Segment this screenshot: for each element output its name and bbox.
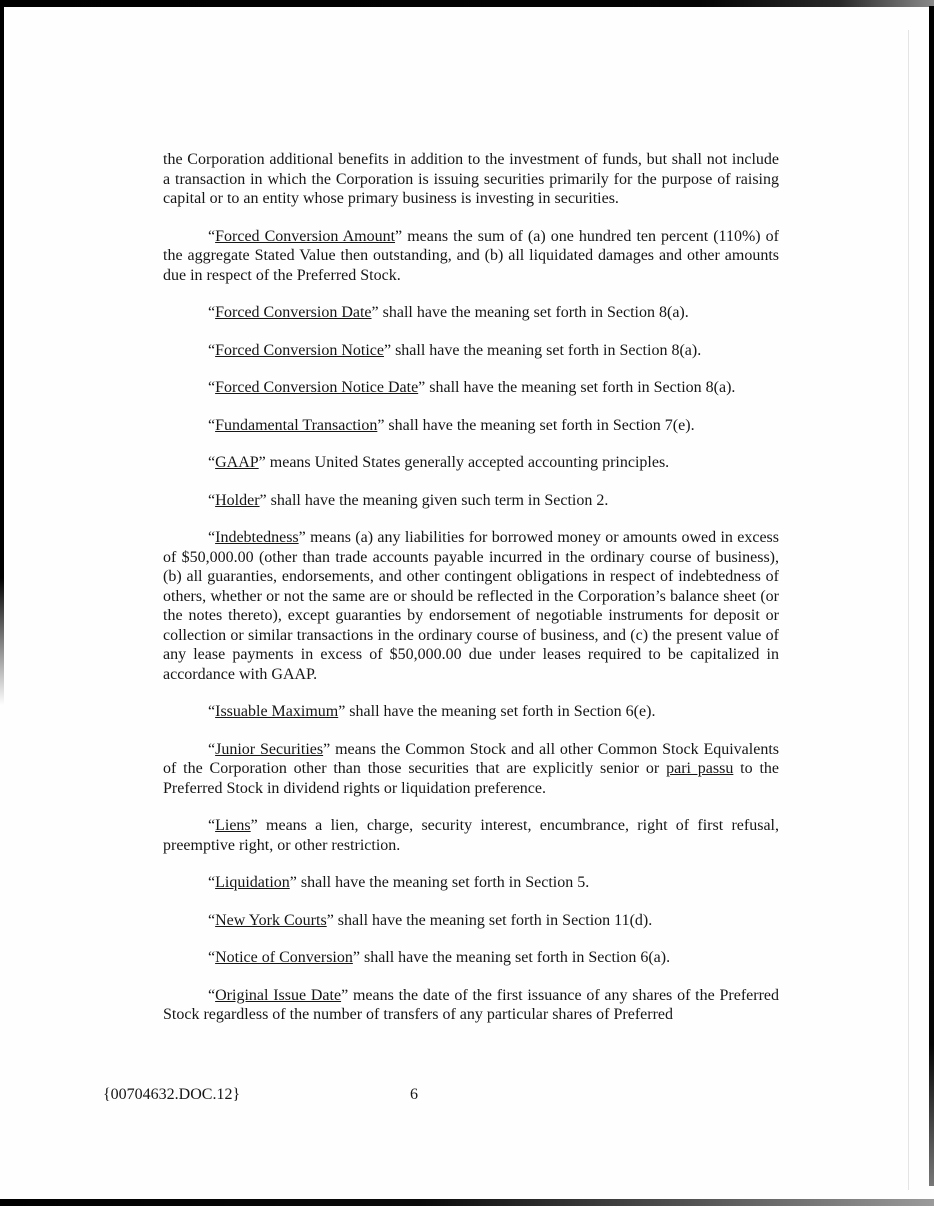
paragraph-text: ” shall have the meaning set forth in Section 8(a). — [383, 341, 702, 359]
scan-edge-top — [0, 0, 934, 7]
scan-edge-right — [929, 6, 934, 1186]
defined-term: Forced Conversion Notice — [215, 341, 384, 359]
paragraph-text: the Corporation additional benefits in addition to the investment of funds, but shall not include a transaction in which the Corporation is issuing securities primarily for the purpose of raising capital or to an entity whose primary business is investing in securities. — [163, 151, 779, 207]
paragraph-text: ” means United States generally accepted accounting principles. — [258, 454, 670, 471]
paragraph-text: ” shall have the meaning set forth in Section 7(e). — [377, 416, 695, 434]
paragraph-text: to the Preferred Stock in dividend rights or liquidation preference. — [163, 760, 779, 797]
scan-edge-bottom — [0, 1199, 934, 1206]
paragraph — [163, 453, 779, 473]
paragraph-text: ” means the sum of (a) one hundred ten percent (110%) of the aggregate Stated Value then outstanding, and (b) all liquidated damages and other amounts due in respect of the Preferred Stock. — [163, 227, 780, 284]
footer-doc-id: {00704632.DOC.12} — [103, 1086, 241, 1103]
paragraph-text: “ — [208, 341, 216, 359]
defined-term: Forced Conversion Notice Date — [215, 379, 419, 396]
paragraph — [163, 491, 779, 511]
paragraph-text: “ — [208, 874, 216, 891]
paragraph-text: “ — [208, 227, 216, 245]
paragraph — [163, 378, 779, 398]
paragraph — [163, 303, 779, 323]
paragraph — [163, 702, 779, 722]
paragraph — [163, 816, 779, 855]
paragraph-text: “ — [208, 529, 216, 546]
paragraph — [163, 740, 779, 799]
paragraph — [163, 948, 779, 968]
paragraph-text: “ — [208, 911, 216, 929]
paragraph-text: “ — [208, 740, 216, 758]
defined-term: Original Issue Date — [215, 986, 342, 1004]
paragraph-text: “ — [208, 817, 216, 834]
paragraph-text: ” means the date of the first issuance of any shares of the Preferred Stock regardless of the number of transfers of any particular shares of Preferred — [163, 986, 780, 1023]
defined-term: pari passu — [666, 760, 734, 777]
page-footer — [0, 1086, 934, 1108]
paragraph — [163, 528, 779, 684]
paragraph-text: ” shall have the meaning set forth in Section 8(a). — [418, 379, 736, 396]
paragraph-text: ” means the Common Stock and all other Common Stock Equivalents of the Corporation other than those securities that are explicitly senior or — [163, 740, 780, 777]
paragraph-text: “ — [208, 491, 216, 509]
paragraph-text: ” shall have the meaning set forth in Section 6(e). — [338, 703, 656, 720]
defined-term: Junior Securities — [215, 740, 324, 758]
defined-term: Holder — [215, 491, 260, 509]
footer-page-number: 6 — [410, 1086, 418, 1103]
paragraph — [163, 227, 779, 286]
paragraph-text: “ — [208, 454, 216, 471]
paragraph-text: ” means a lien, charge, security interest, encumbrance, right of first refusal, preemptive right, or other restriction. — [163, 817, 779, 854]
defined-term: Issuable Maximum — [215, 703, 339, 720]
paragraph-text: ” means (a) any liabilities for borrowed money or amounts owed in excess of $50,000.00 (other than trade accounts payable incurred in the ordinary course of business), (b) all guaranties, endorsements, and other contingent obligations in respect of indebtedness of others, whether or not the same are or should be reflected in the Corporation’s balance sheet (or the notes thereto), except guaranties by endorsement of negotiable instruments for deposit or collection or similar transactions in the ordinary course of business, and (c) the present value of any lease payments in excess of $50,000.00 due under leases required to be capitalized in accordance with GAAP. — [163, 529, 779, 683]
defined-term: Liquidation — [215, 874, 290, 891]
paragraph — [163, 150, 779, 209]
paragraph — [163, 416, 779, 436]
defined-term: Liens — [215, 817, 251, 834]
paragraph-text: ” shall have the meaning set forth in Section 11(d). — [326, 911, 653, 929]
paragraph — [163, 341, 779, 361]
defined-term: New York Courts — [215, 911, 327, 929]
scan-edge-left — [0, 0, 4, 705]
defined-term: Forced Conversion Date — [215, 304, 372, 321]
paragraph-text: “ — [208, 703, 216, 720]
paragraph-text: ” shall have the meaning set forth in Section 5. — [289, 874, 590, 891]
defined-term: Fundamental Transaction — [215, 416, 378, 434]
paragraph-text: “ — [208, 304, 216, 321]
paragraph-text: ” shall have the meaning given such term in Section 2. — [259, 491, 609, 509]
paragraph-text: ” shall have the meaning set forth in Section 8(a). — [371, 304, 689, 321]
scan-artifact-line — [908, 30, 909, 1190]
paragraph-text: “ — [208, 949, 216, 966]
defined-term: Indebtedness — [215, 529, 299, 546]
paragraph-text: “ — [208, 986, 216, 1004]
paragraph — [163, 986, 779, 1025]
defined-term: GAAP — [215, 454, 259, 471]
paragraph-text: ” shall have the meaning set forth in Section 6(a). — [352, 949, 671, 966]
defined-term: Forced Conversion Amount — [215, 227, 396, 245]
paragraph — [163, 911, 779, 931]
defined-term: Notice of Conversion — [215, 949, 353, 966]
document-body — [163, 150, 779, 1043]
paragraph — [163, 873, 779, 893]
paragraph-text: “ — [208, 416, 216, 434]
paragraph-text: “ — [208, 379, 216, 396]
